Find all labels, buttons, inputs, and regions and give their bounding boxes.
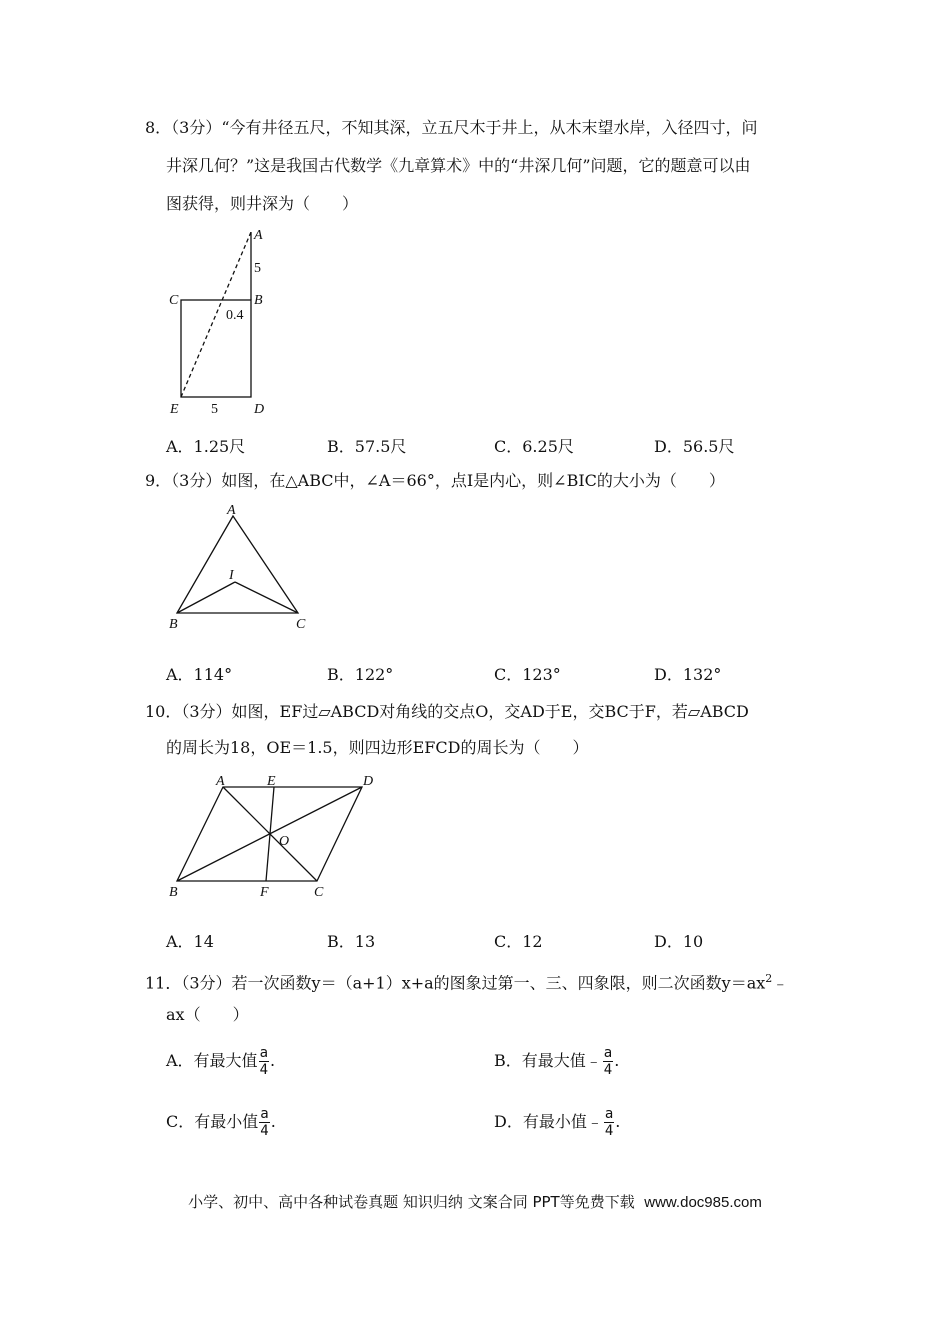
- fraction-numerator: a: [260, 1106, 269, 1122]
- q9-option-b: B．122°: [327, 665, 394, 684]
- fraction-numerator: a: [604, 1106, 614, 1122]
- q10-stem-line-2: 的周长为18，OE＝1.5，则四边形EFCD的周长为（ ）: [166, 738, 589, 757]
- footer-text: 小学、初中、高中各种试卷真题 知识归纳 文案合同 PPT等免费下载: [188, 1193, 635, 1211]
- option-d-fraction: [604, 1107, 614, 1138]
- label-a: A: [254, 228, 263, 243]
- option-b-fraction: [603, 1046, 613, 1077]
- q11-option-b: [494, 1046, 619, 1077]
- option-a-fraction: [259, 1046, 269, 1077]
- option-b-sign: ﹣: [585, 1051, 602, 1070]
- label-d: D: [254, 402, 265, 417]
- option-c-end: .: [270, 1112, 276, 1131]
- option-b-end: .: [614, 1051, 620, 1070]
- q11-stem-tail: ﹣: [772, 973, 789, 993]
- label-ab-length: 5: [254, 261, 261, 276]
- q10-parallelogram-figure: [160, 768, 390, 908]
- label-c: C: [296, 617, 306, 632]
- q9-triangle-figure: [160, 500, 330, 640]
- triangle-abc: [177, 516, 298, 613]
- label-b: B: [169, 885, 178, 900]
- label-cut-length: 0.4: [226, 308, 244, 323]
- q8-stem-line-1: 8．（3分）“今有井径五尺，不知其深，立五尺木于井上，从木末望水岸，入径四寸，问: [145, 118, 758, 137]
- option-c-text: C．有最小值: [166, 1112, 259, 1131]
- q8-stem-line-2: 井深几何？”这是我国古代数学《九章算术》中的“井深几何”问题，它的题意可以由: [166, 156, 751, 175]
- q11-stem-text: 11．（3分）若一次函数y＝（a+1）x+a的图象过第一、三、四象限，则二次函数y＝ax: [145, 973, 766, 993]
- q10-stem-line-1: 10．（3分）如图，EF过▱ABCD对角线的交点O，交AD于E，交BC于F，若▱ABCD: [145, 702, 749, 721]
- option-d-sign: ﹣: [586, 1112, 603, 1131]
- q8-stem-line-3: 图获得，则井深为（ ）: [166, 194, 359, 213]
- segment-ic: [235, 582, 298, 613]
- label-o: O: [279, 834, 290, 849]
- option-d-end: .: [615, 1112, 621, 1131]
- label-c: C: [169, 293, 179, 308]
- q11-option-c: [166, 1107, 276, 1138]
- fraction-denominator: 4: [259, 1062, 268, 1078]
- label-c: C: [314, 885, 324, 900]
- label-i: I: [229, 568, 234, 583]
- q8-well-figure: [160, 222, 280, 422]
- fraction-denominator: 4: [260, 1123, 269, 1139]
- label-a: A: [216, 774, 225, 789]
- fraction-numerator: a: [603, 1045, 613, 1061]
- q8-option-d: D．56.5尺: [654, 437, 735, 456]
- page-footer: [0, 1192, 950, 1213]
- q10-option-d: D．10: [654, 932, 704, 951]
- option-a-text: A．有最大值: [166, 1051, 258, 1070]
- label-f: F: [260, 885, 269, 900]
- q11-stem-line-2: ax（ ）: [166, 1005, 249, 1024]
- label-b: B: [254, 293, 263, 308]
- q8-option-c: C．6.25尺: [494, 437, 574, 456]
- q8-option-a: A．1.25尺: [166, 437, 246, 456]
- fraction-denominator: 4: [604, 1123, 614, 1139]
- option-d-text: D．有最小值: [494, 1112, 587, 1131]
- q9-option-a: A．114°: [166, 665, 233, 684]
- q11-option-d: [494, 1107, 620, 1138]
- option-b-text: B．有最大值: [494, 1051, 586, 1070]
- q11-exponent: 2: [765, 972, 773, 985]
- q9-option-d: D．132°: [654, 665, 722, 684]
- option-c-fraction: [259, 1107, 269, 1138]
- q10-option-c: C．12: [494, 932, 543, 951]
- label-ed-length: 5: [211, 402, 218, 417]
- q9-stem-line-1: 9．（3分）如图，在△ABC中，∠A＝66°，点I是内心，则∠BIC的大小为（ ）: [145, 471, 725, 490]
- label-a: A: [227, 503, 236, 518]
- label-e: E: [170, 402, 179, 417]
- q8-option-b: B．57.5尺: [327, 437, 407, 456]
- label-d: D: [363, 774, 374, 789]
- q9-option-c: C．123°: [494, 665, 561, 684]
- q10-option-a: A．14: [166, 932, 214, 951]
- footer-url[interactable]: www.doc985.com: [644, 1194, 762, 1211]
- segment-ef: [266, 787, 274, 881]
- label-b: B: [169, 617, 178, 632]
- option-a-end: .: [270, 1051, 276, 1070]
- q11-option-a: [166, 1046, 275, 1077]
- q10-option-b: B．13: [327, 932, 376, 951]
- q11-stem-line-1: [145, 969, 788, 993]
- fraction-denominator: 4: [603, 1062, 613, 1078]
- label-e: E: [267, 774, 276, 789]
- fraction-numerator: a: [259, 1045, 268, 1061]
